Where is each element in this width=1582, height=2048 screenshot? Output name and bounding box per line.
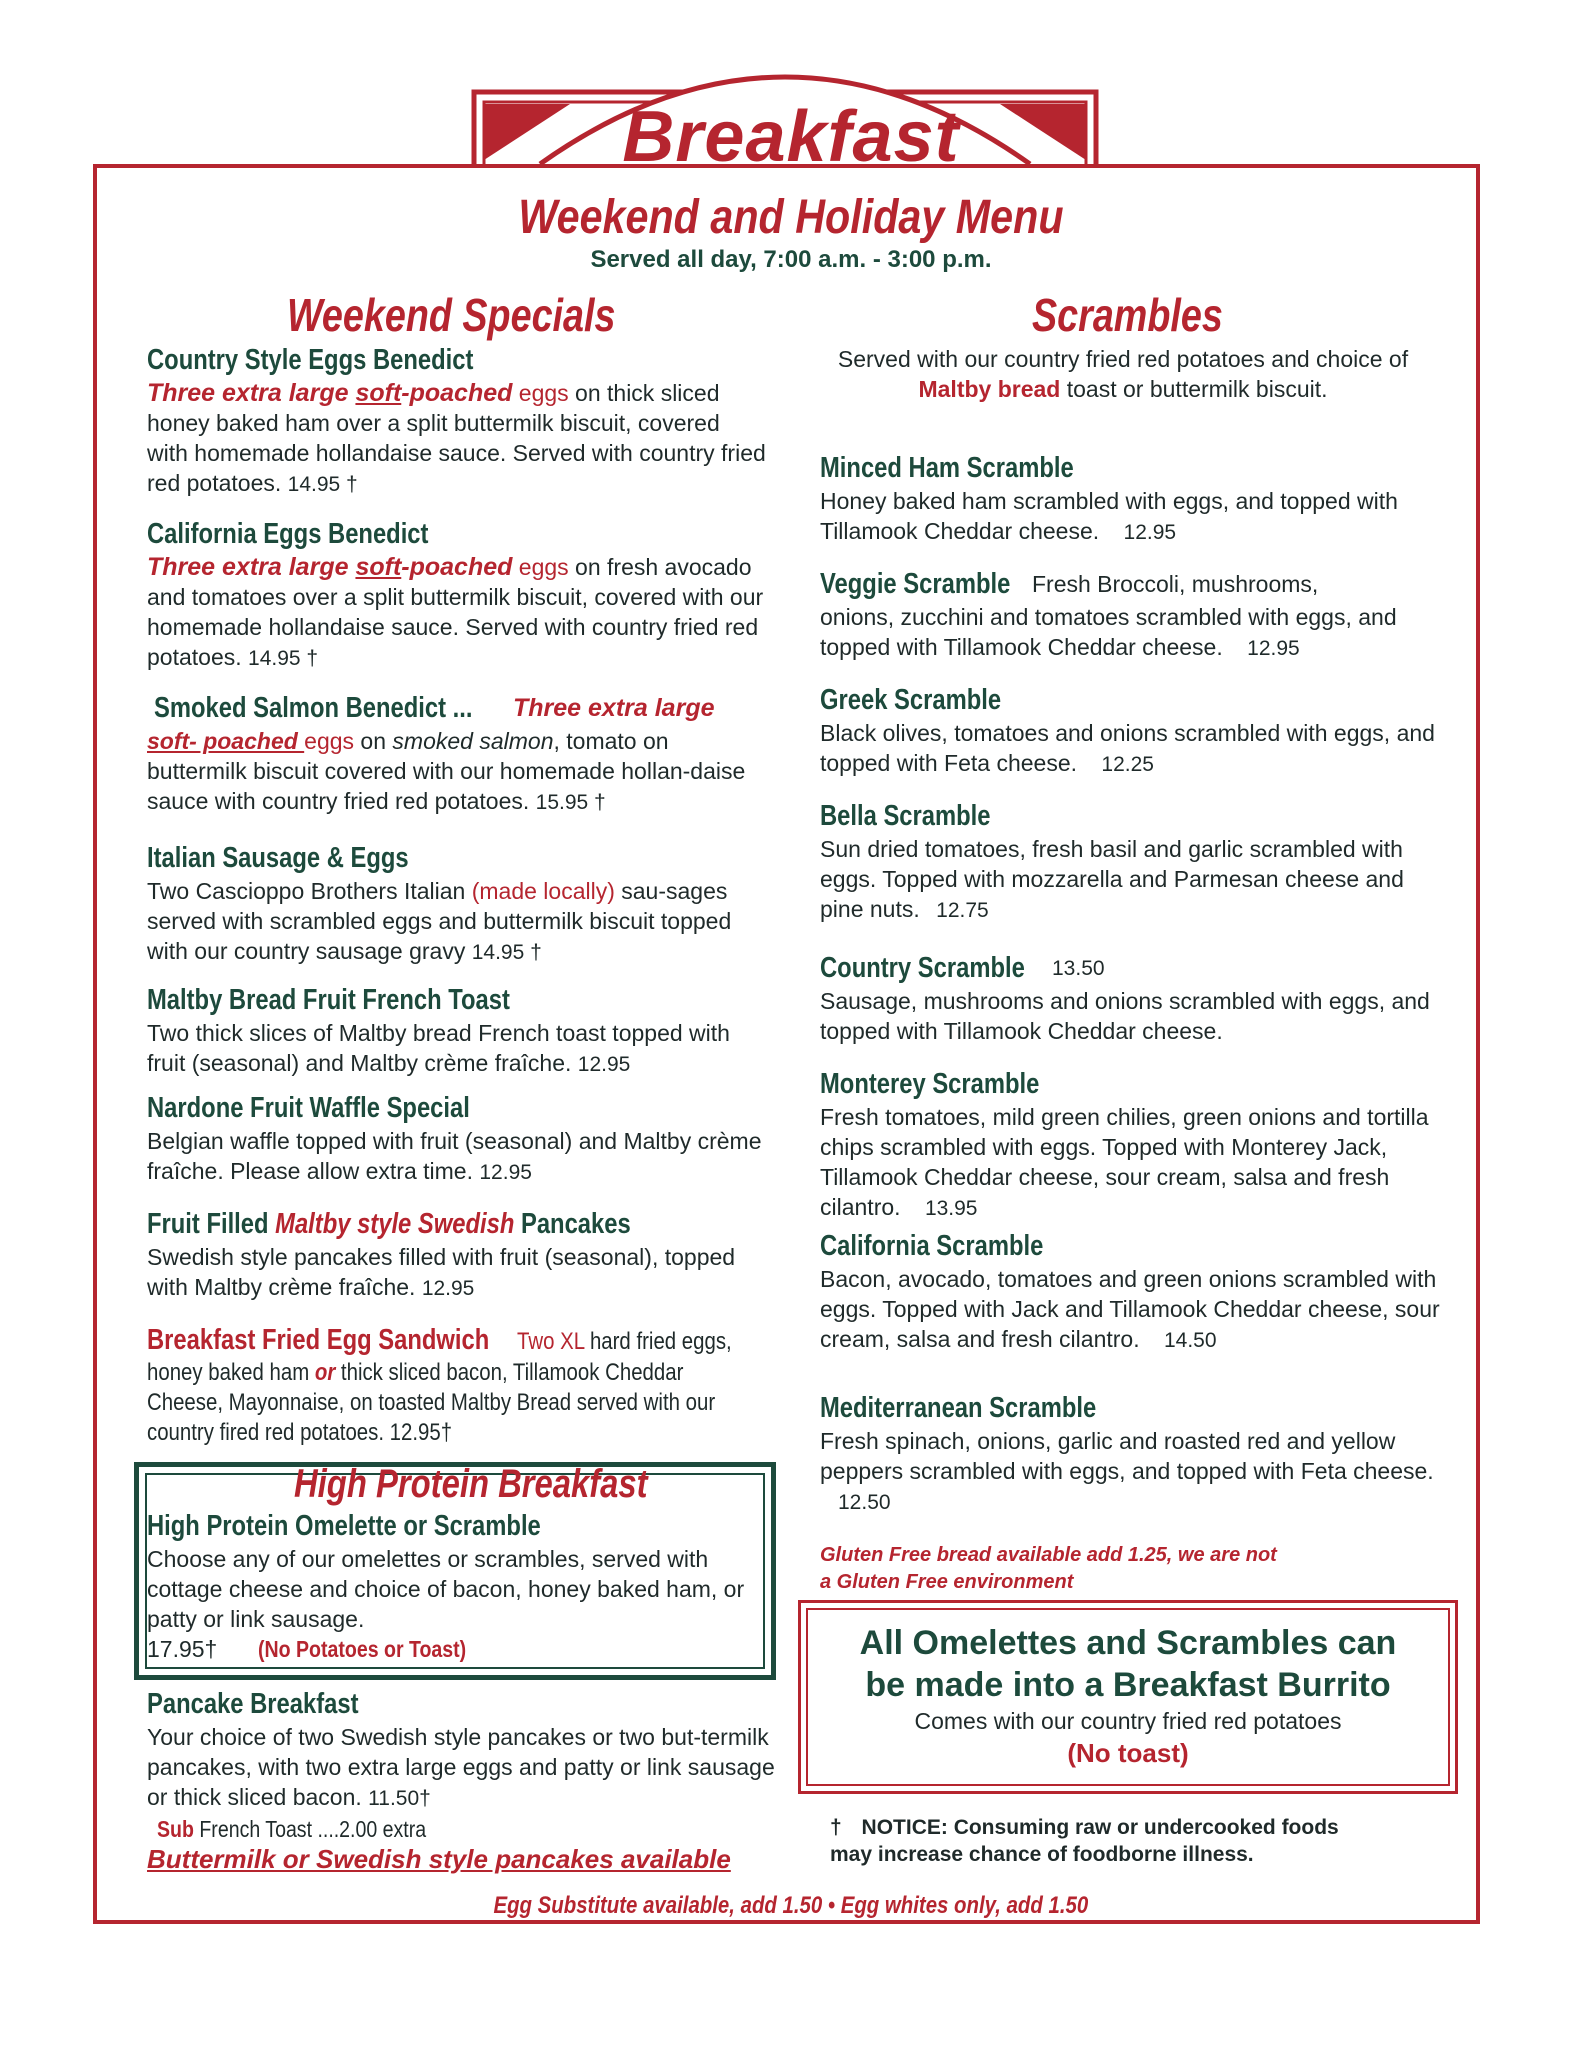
item-name: Country Scramble [820,952,1025,984]
item-price: 14.95 † [248,647,319,670]
item-name: Nardone Fruit Waffle Special [147,1092,470,1124]
scrambles-intro: Served with our country fried red potatoes and choice of Maltby bread toast or buttermilk biscuit. [837,346,1409,402]
menu-item: Mediterranean Scramble Fresh spinach, onions, garlic and roasted red and yellow peppers scrambled with eggs, and topped with Feta cheese. 12.50 [820,1392,1434,1514]
menu-subtitle: Weekend and Holiday Menu [518,191,1064,244]
item-name: Minced Ham Scramble [820,452,1074,484]
served-hours: Served all day, 7:00 a.m. - 3:00 p.m. [590,246,992,273]
high-protein-heading: High Protein Breakfast [294,1462,648,1506]
item-name: Bella Scramble [820,800,991,832]
menu-item: Nardone Fruit Waffle Special Belgian waffle topped with fruit (seasonal) and Maltby crème fraîche. Please allow extra time. 12.95 [147,1092,762,1184]
item-price: 12.95 [421,1277,475,1300]
item-name: Italian Sausage & Eggs [147,842,409,874]
item-price: 14.95 † [287,473,358,496]
item-price: 12.95 [577,1053,631,1076]
menu-item: California Scramble Bacon, avocado, tomatoes and green onions scrambled with eggs. Topped with Jack and Tillamook Cheddar cheese, sour cream, salsa and fresh cilantro. 14.50 [820,1230,1440,1352]
item-name: Mediterranean Scramble [820,1392,1097,1424]
dagger-icon: † [830,1816,842,1839]
scrambles-heading: Scrambles [1032,289,1223,341]
item-name: Maltby Bread Fruit French Toast [147,984,510,1016]
menu-item: California Eggs Benedict Three extra large soft-poached eggs on fresh avocado and tomatoes over a split buttermilk biscuit, covered with our homemade hollandaise sauce. Served with country fried red potatoes. 14.95 † [147,518,764,670]
menu-item: Greek Scramble Black olives, tomatoes and onions scrambled with eggs, and topped with Feta cheese. 12.25 [820,684,1435,776]
item-price: 17.95† [147,1636,218,1662]
item-name: Fruit Filled Maltby style Swedish Pancakes [147,1208,631,1240]
item-name: Country Style Eggs Benedict [147,344,474,376]
item-price: 12.95 [1123,521,1177,544]
menu-item: Country Scramble 13.50 Sausage, mushrooms and onions scrambled with eggs, and topped with Tillamook Cheddar cheese. [820,952,1430,1044]
notice: † NOTICE: Consuming raw or undercooked foods may increase chance of foodborne illness. [830,1816,1339,1866]
menu-item: Pancake Breakfast Your choice of two Swedish style pancakes or two but-termilk pancakes, with two extra large eggs and patty or link sausage or thick sliced bacon. 11.50† Sub French Toast ....2.00 extra Buttermilk or Swedish style pancakes available [147,1688,775,1874]
item-price: 12.50 [838,1491,891,1514]
page-title: Breakfast [622,97,960,177]
burrito-text: All Omelettes and Scrambles can be made into a Breakfast Burrito Comes with our country fried red potatoes (No toast) [859,1624,1397,1768]
item-price: 12.95 [479,1161,532,1184]
item-price: 12.95† [389,1419,453,1446]
item-name: Pancake Breakfast [147,1688,359,1720]
weekend-specials-heading: Weekend Specials [287,289,616,341]
menu-item: Fruit Filled Maltby style Swedish Pancakes Swedish style pancakes filled with fruit (seasonal), topped with Maltby crème fraîche. 12.95 [147,1208,736,1300]
item-price: 12.95 [1247,637,1300,660]
item-name: Greek Scramble [820,684,1002,716]
item-name: Breakfast Fried Egg Sandwich [147,1324,490,1356]
item-price: 14.50 [1163,1329,1217,1352]
gluten-free-note: Gluten Free bread available add 1.25, we are not a Gluten Free environment [820,1544,1277,1593]
menu-item: Italian Sausage & Eggs Two Cascioppo Brothers Italian (made locally) sau-sages served with scrambled eggs and buttermilk biscuit topped with our country sausage gravy 14.95 † [147,842,732,964]
item-name: High Protein Omelette or Scramble [147,1510,541,1542]
item-price: 13.50 [1052,957,1105,980]
item-name: California Scramble [820,1230,1044,1262]
footer: Egg Substitute available, add 1.50 • Egg whites only, add 1.50 [493,1892,1089,1919]
item-price: 12.25 [1101,753,1154,776]
menu-item: Minced Ham Scramble Honey baked ham scrambled with eggs, and topped with Tillamook Cheddar cheese. 12.95 [820,452,1398,544]
menu-item: Country Style Eggs Benedict Three extra large soft-poached eggs on thick sliced honey baked ham over a split buttermilk biscuit, covered with homemade hollandaise sauce. Served with country fried red potatoes. 14.95 † [147,344,766,496]
menu-item: Smoked Salmon Benedict ... Three extra large soft- poached eggs on smoked salmon, tomato on buttermilk biscuit covered with our homemade hollan-daise sauce with country fried red potatoes. 15.95 † [147,692,746,814]
item-name: Smoked Salmon Benedict ... [154,692,473,724]
menu-item: Breakfast Fried Egg Sandwich Two XL hard fried eggs, honey baked ham or thick sliced bacon, Tillamook Cheddar Cheese, Mayonnaise, on toasted Maltby Bread served with our country fired red potatoes. 12.95† [147,1324,732,1446]
item-name: Monterey Scramble [820,1068,1040,1100]
item-name: California Eggs Benedict [147,518,429,550]
menu-item: Bella Scramble Sun dried tomatoes, fresh basil and garlic scrambled with eggs. Topped with mozzarella and Parmesan cheese and pine nuts. 12.75 [820,800,1404,922]
menu-item: Maltby Bread Fruit French Toast Two thick slices of Maltby bread French toast topped with fruit (seasonal) and Maltby crème fraîche. 12.95 [147,984,730,1076]
item-price: 14.95 † [471,941,542,964]
menu-item: High Protein Omelette or Scramble Choose any of our omelettes or scrambles, served with cottage cheese and choice of bacon, honey baked ham, or patty or link sausage. 17.95† (No Potatoes or Toast) [147,1510,745,1662]
item-price: 13.95 [924,1197,978,1220]
item-name: Veggie Scramble [820,568,1011,600]
item-price: 11.50† [368,1787,431,1810]
item-price: 12.75 [936,899,989,922]
menu-item: Veggie Scramble Fresh Broccoli, mushrooms, onions, zucchini and tomatoes scrambled with eggs, and topped with Tillamook Cheddar cheese. 12.95 [820,568,1397,660]
menu-item: Monterey Scramble Fresh tomatoes, mild green chilies, green onions and tortilla chips scrambled with eggs. Topped with Monterey Jack, Tillamook Cheddar cheese, sour cream, salsa and fresh cilantro. 13.95 [820,1068,1429,1220]
pancake-availability: Buttermilk or Swedish style pancakes available [147,1844,731,1874]
item-price: 15.95 † [535,791,606,814]
